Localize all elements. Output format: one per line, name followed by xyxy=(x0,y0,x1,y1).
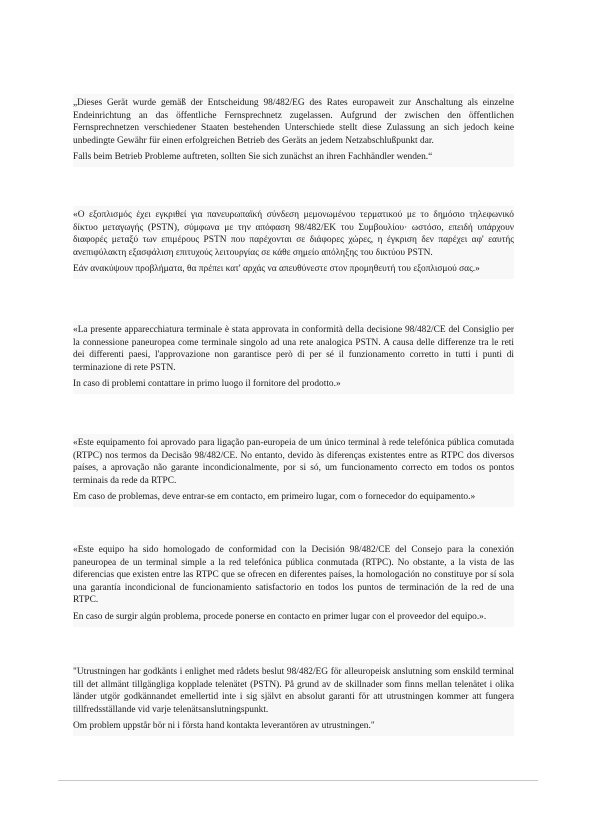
notice-paragraph: Εάν ανακύψουν προβλήματα, θα πρέπει κατ' αρχάς να απευθύνεστε στον προμηθευτή του εξοπλισμού σας.» xyxy=(73,264,480,275)
notice-block-spanish xyxy=(73,541,514,627)
notice-paragraph: En caso de surgir algún problema, procede ponerse en contacto en primer lugar con el proveedor del equipo.». xyxy=(73,611,487,622)
notice-block-greek xyxy=(73,206,514,279)
notice-paragraph: «Este equipamento foi aprovado para ligação pan-europeia de um único terminal à rede telefónica pública comutada (RTPC) nos termos da Decisão 98/482/CE. No entanto, devido às diferenças existentes entre as RTPC dos diversos países, a aprovação não garante incondicionalmente, por si só, um funcionamento correcto em todos os pontos terminais da rede da RTPC. xyxy=(73,438,514,486)
notice-paragraph: Falls beim Betrieb Probleme auftreten, sollten Sie sich zunächst an ihren Fachhändler wenden.“ xyxy=(73,152,433,163)
notice-block-german xyxy=(73,94,514,167)
notice-paragraph: «Ο εξοπλισμός έχει εγκριθεί για πανευρωπαϊκή σύνδεση μεμονωμένου τερματικού με το δημόσιο τηλεφωνικό δίκτυο μεταγωγής (PSTN), σύμφωνα με την απόφαση 98/482/ΕΚ του Συμβουλίου· ωστόσο, επειδή υπάρχουν διαφορές μεταξύ των επιμέρους PSTN που παρέχονται σε διάφορες χώρες, η έγκριση δεν παρέχει αφ' εαυτής ανεπιφύλακτη εξασφάλιση επιτυχούς λειτουργίας σε κάθε σημείο απόληξης του δικτύου PSTN. xyxy=(73,210,514,258)
footer-divider xyxy=(58,780,538,781)
notice-paragraph: Em caso de problemas, deve entrar-se em contacto, em primeiro lugar, com o fornecedor do equipamento.» xyxy=(73,492,476,503)
notice-paragraph: «La presente apparecchiatura terminale è stata approvata in conformità della decisione 98/482/CE del Consiglio per la connessione paneuropea come terminale singolo ad una rete analogica PSTN. A causa delle differenze tra le reti dei differenti paesi, l'approvazione non garantisce però di per sé il funzionamento corretto in tutti i punti di terminazione di rete PSTN. xyxy=(73,325,514,373)
notice-paragraph: «Este equipo ha sido homologado de conformidad con la Decisión 98/482/CE del Consejo para la conexión paneuropea de un terminal simple a la red telefónica pública conmutada (RTPC). No obstante, a la vista de las diferencias que existen entre las RTPC que se ofrecen en diferentes países, la homologación no constituye por sí sola una garantía incondicional de funcionamiento satisfactorio en todos los puntos de terminación de la red de una RTPC. xyxy=(73,545,514,606)
notice-block-portuguese xyxy=(73,434,514,507)
notice-paragraph: Om problem uppstår bör ni i första hand kontakta leverantören av utrustningen." xyxy=(73,721,375,732)
notice-paragraph: "Utrustningen har godkänts i enlighet med rådets beslut 98/482/EG för alleuropeisk anslutning som enskild terminal till det allmänt tillgängliga kopplade telenätet (PSTN). På grund av de skillnader som finns mellan telenätet i olika länder utgör godkännandet emellertid inte i sig självt en absolut garanti för att utrustningen kommer att fungera tillfredsställande vid varje telenätsanslutningspunkt. xyxy=(73,667,514,715)
notice-block-italian xyxy=(73,321,514,394)
notice-block-swedish xyxy=(73,663,514,736)
notice-paragraph: In caso di problemi contattare in primo luogo il fornitore del prodotto.» xyxy=(73,379,341,390)
notice-paragraph: „Dieses Gerät wurde gemäß der Entscheidung 98/482/EG des Rates europaweit zur Anschaltung als einzelne Endeinrichtung an das öffentliche Fernsprechnetz zugelassen. Aufgrund der zwischen den öffentlichen Fernsprechnetzen verschiedener Staaten bestehenden Unterschiede stellt diese Zulassung an sich jedoch keine unbedingte Gewähr für einen erfolgreichen Betrieb des Geräts an jedem Netzabschlußpunkt dar. xyxy=(73,98,514,146)
